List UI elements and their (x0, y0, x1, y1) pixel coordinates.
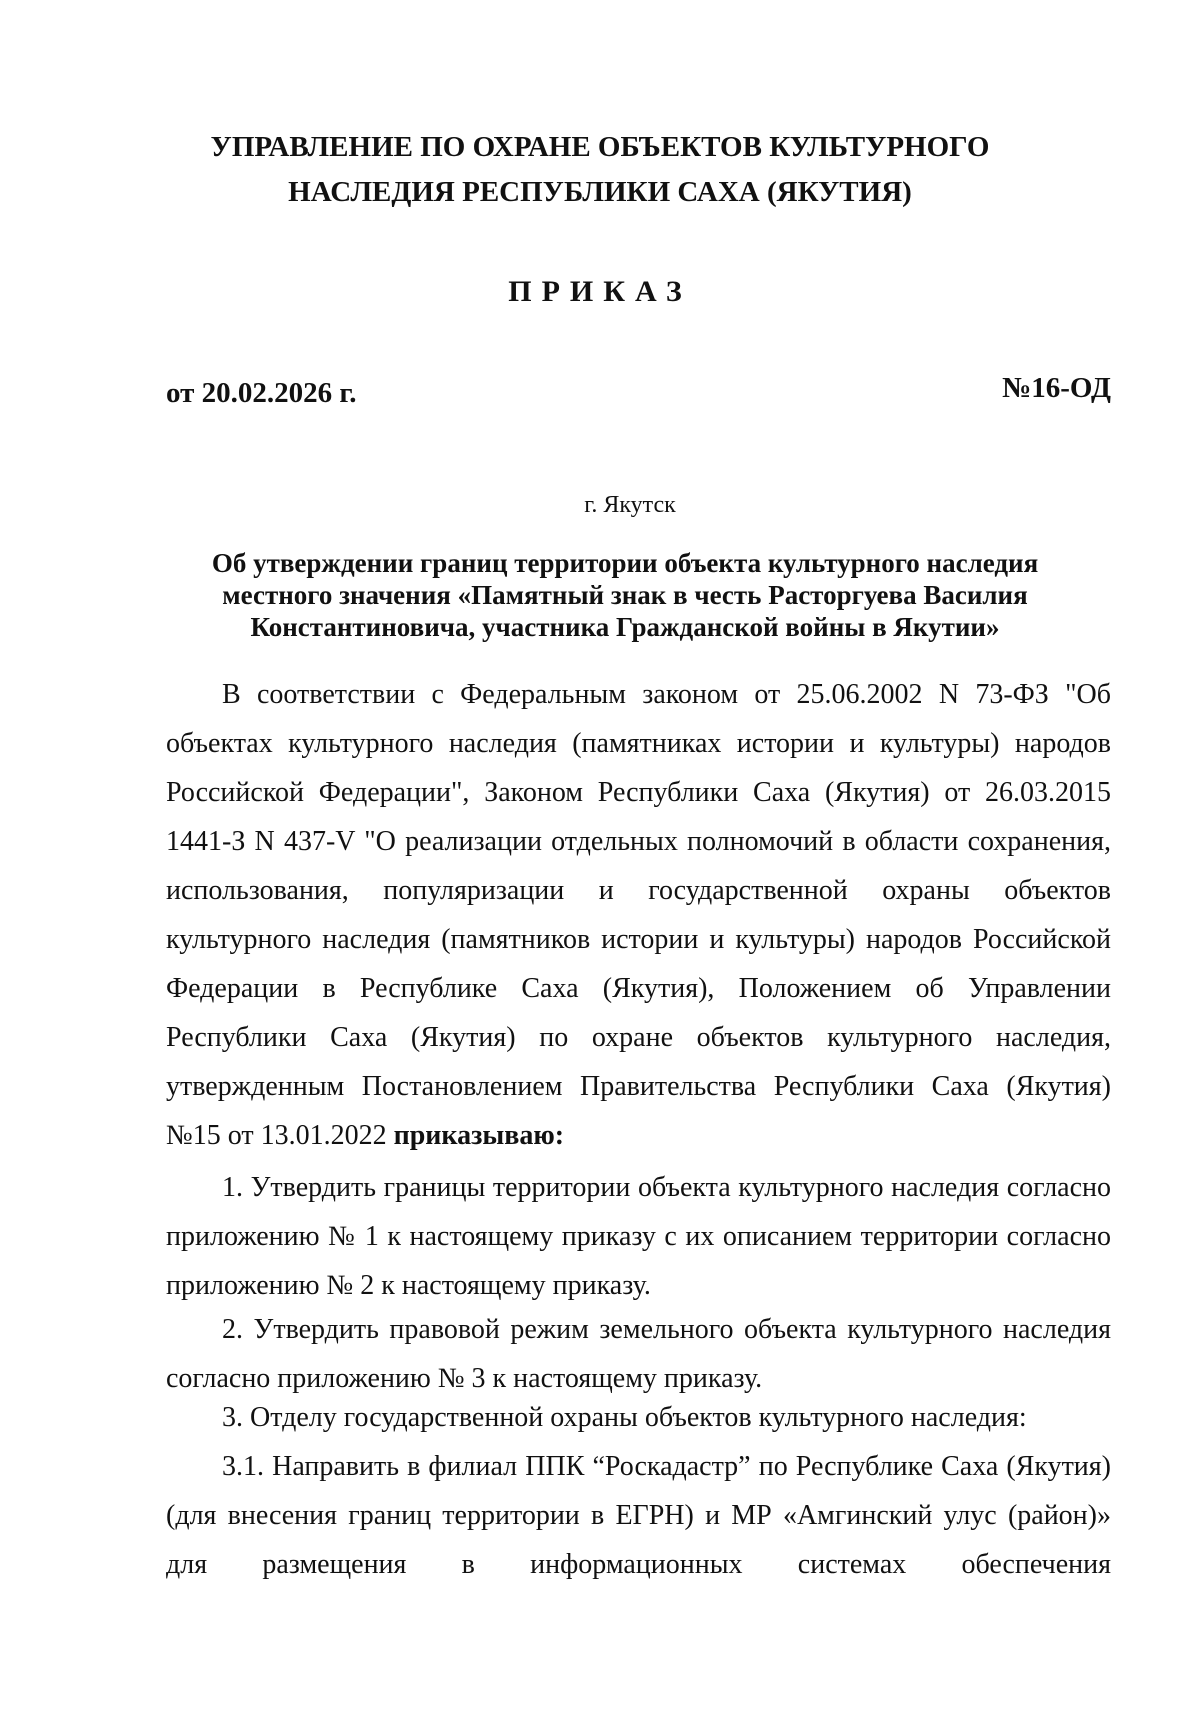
item-3-paragraph: 3. Отделу государственной охраны объектов культурного наследия: (222, 1402, 1027, 1433)
organization-title-line1: УПРАВЛЕНИЕ ПО ОХРАНЕ ОБЪЕКТОВ КУЛЬТУРНОГО (210, 131, 990, 163)
order-subject (160, 547, 1090, 643)
item-1-paragraph: 1. Утвердить границы территории объекта культурного наследия согласно приложению № 1 к настоящему приказу с их описанием территории согласно приложению № 2 к настоящему приказу. (166, 1172, 1111, 1301)
organization-title-line2: НАСЛЕДИЯ РЕСПУБЛИКИ САХА (ЯКУТИЯ) (288, 176, 912, 208)
document-type-heading: ПРИКАЗ (508, 275, 692, 308)
order-subject-line2: местного значения «Памятный знак в честь Расторгуева Василия (222, 580, 1028, 610)
preamble-text: В соответствии с Федеральным законом от 25.06.2002 N 73-ФЗ "Об объектах культурного наследия (памятниках истории и культуры) народов Российской Федерации", Законом Республики Саха (Якутия) от 26.03.2015 1441-З N 437-V "О реализации отдельных полномочий в области сохранения, использования, популяризации и государственной охраны объектов культурного наследия (памятников истории и культуры) народов Российской Федерации в Республике Саха (Якутия), Положением об Управлении Республики Саха (Якутия) по охране объектов культурного наследия, утвержденным Постановлением Правительства Республики Саха (Якутия) №15 от 13.01.2022 (166, 679, 1111, 1151)
order-subject-line3: Константиновича, участника Гражданской войны в Якутии» (250, 612, 1000, 642)
city-name: г. Якутск (584, 492, 676, 518)
preamble-paragraph (166, 670, 1111, 1160)
item-3-1-paragraph: 3.1. Направить в филиал ППК “Роскадастр” по Республике Саха (Якутия) (для внесения границ территории в ЕГРН) и МР «Амгинский улус (район)» для размещения в информационных системах обеспечения (166, 1451, 1111, 1580)
order-number: №16-ОД (1002, 372, 1111, 404)
order-subject-line1: Об утверждении границ территории объекта культурного наследия (211, 548, 1039, 578)
order-word: приказываю: (393, 1120, 565, 1151)
order-date: от 20.02.2026 г. (166, 377, 357, 409)
item-2-paragraph: 2. Утвердить правовой режим земельного объекта культурного наследия согласно приложению № 3 к настоящему приказу. (166, 1314, 1111, 1394)
organization-title (0, 125, 1200, 215)
